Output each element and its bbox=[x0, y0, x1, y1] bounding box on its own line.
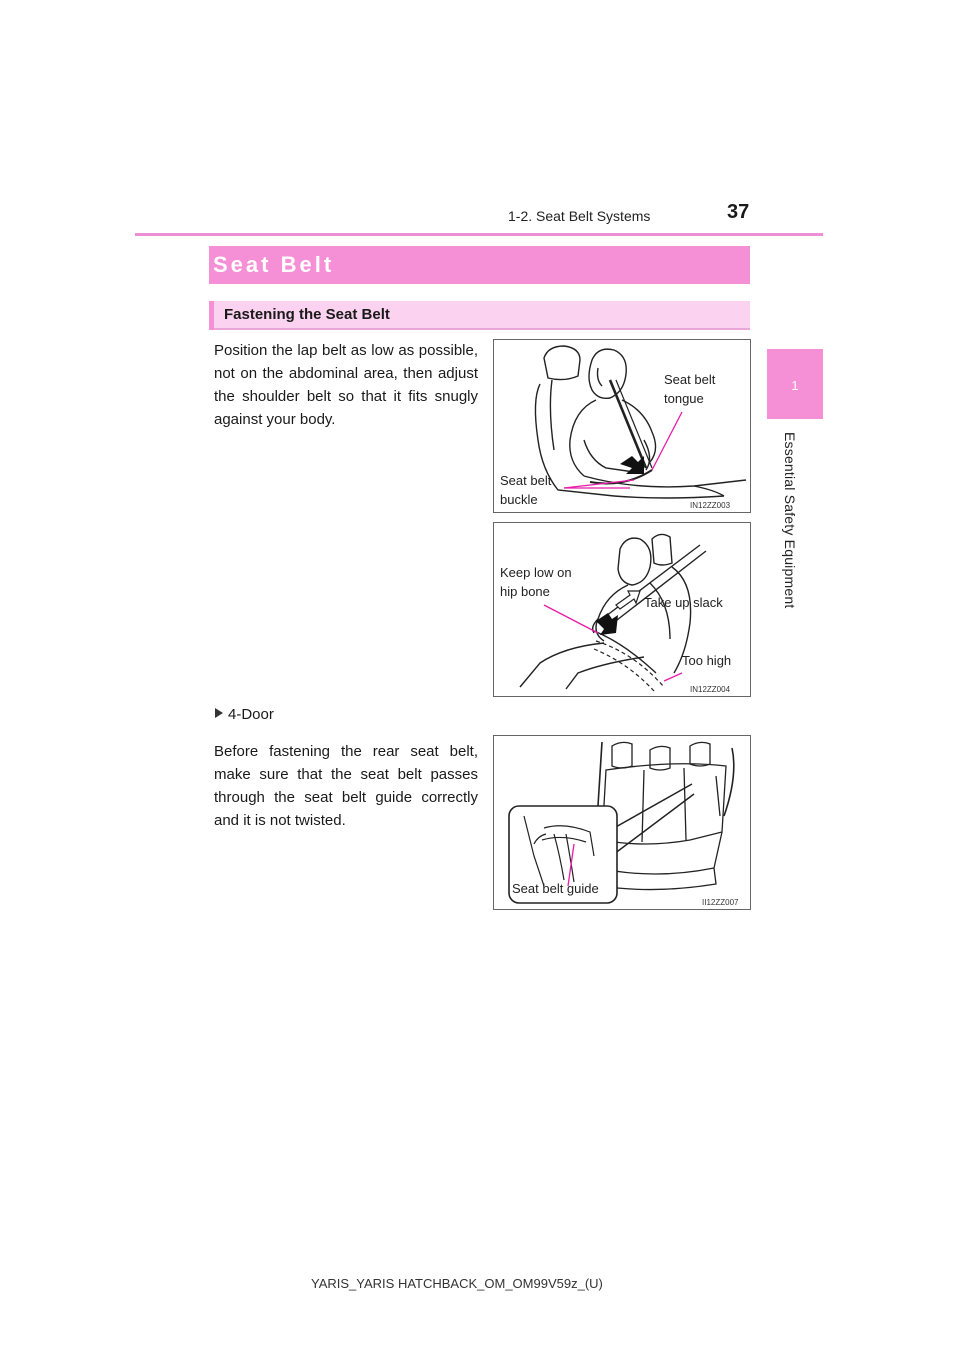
section-title: Seat Belt bbox=[213, 252, 335, 277]
label-keep-low bbox=[500, 563, 572, 601]
paragraph-rear-seat: Before fastening the rear seat belt, make sure that the seat belt passes through the seat belt guide correctly and it is not twisted. bbox=[214, 743, 478, 829]
bullet-4-door bbox=[215, 706, 274, 723]
label-buckle-line2: buckle bbox=[500, 492, 538, 507]
header-rule bbox=[135, 233, 823, 236]
figure-rear-seat-guide bbox=[493, 735, 751, 910]
label-seat-belt-guide: Seat belt guide bbox=[512, 881, 599, 896]
bullet-label: 4-Door bbox=[228, 706, 274, 723]
figure-seat-belt-fastening bbox=[493, 339, 751, 513]
document-footer: YARIS_YARIS HATCHBACK_OM_OM99V59z_(U) bbox=[311, 1276, 603, 1291]
label-tongue-line1: Seat belt bbox=[664, 372, 716, 387]
subsection-accent-bar bbox=[209, 301, 214, 330]
figure-belt-positioning bbox=[493, 522, 751, 697]
figure-code: IN12ZZ004 bbox=[690, 685, 731, 694]
label-seat-belt-tongue bbox=[664, 370, 715, 408]
triangle-bullet-icon bbox=[215, 708, 223, 718]
label-seat-belt-buckle bbox=[500, 471, 551, 509]
paragraph-lap-belt: Position the lap belt as low as possible, not on the abdominal area, then adjust the shoulder belt so that it fits snugly against your body. bbox=[214, 342, 478, 428]
label-tongue-line2: tongue bbox=[664, 391, 704, 406]
label-buckle-line1: Seat belt bbox=[500, 473, 552, 488]
figure-code: IN12ZZ003 bbox=[690, 501, 731, 510]
figure-code: II12ZZ007 bbox=[702, 898, 739, 907]
subsection-title: Fastening the Seat Belt bbox=[224, 306, 390, 323]
label-keep-low-line1: Keep low on bbox=[500, 565, 572, 580]
chapter-number: 1 bbox=[791, 378, 799, 393]
label-too-high: Too high bbox=[682, 653, 732, 668]
section-path: 1-2. Seat Belt Systems bbox=[508, 208, 651, 224]
label-keep-low-line2: hip bone bbox=[500, 584, 550, 599]
label-take-up-slack: Take up slack bbox=[644, 595, 723, 610]
chapter-label: Essential Safety Equipment bbox=[782, 432, 798, 609]
page-number: 37 bbox=[727, 201, 750, 223]
